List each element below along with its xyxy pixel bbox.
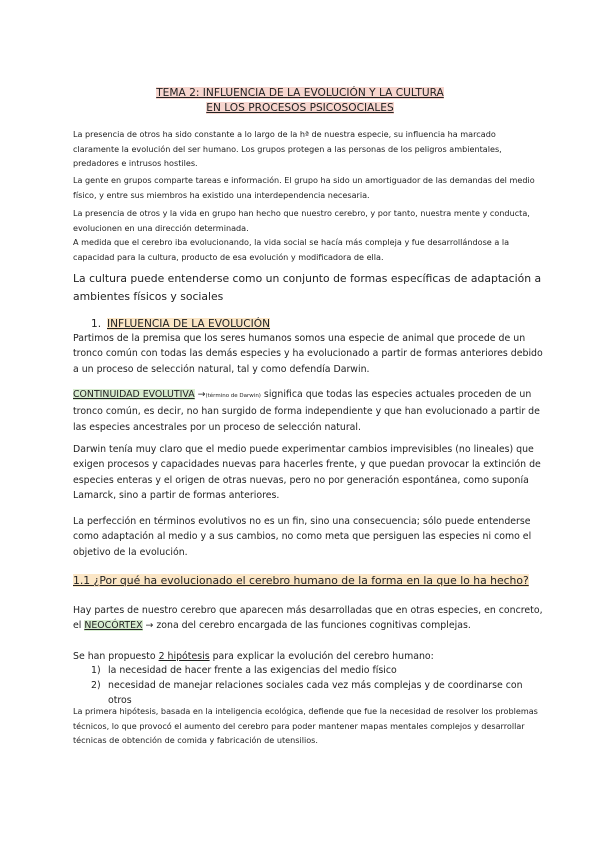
arrow-glyph: → xyxy=(197,389,206,400)
list-item-text: la necesidad de hacer frente a las exigencias del medio físico xyxy=(108,665,397,676)
culture-definition: La cultura puede entenderse como un conjunto de formas específicas de adaptación a ambientes físicos y sociales xyxy=(73,272,542,303)
subsection-paragraph-1 xyxy=(73,603,543,634)
subsection-paragraph-3: La primera hipótesis, basada en la inteligencia ecológica, defiende que fue la necesidad de resolver los problemas técnicos, lo que provocó el aumento del cerebro para poder mantener mapas mentales complejos y desarrollar técnicas de obtención de comida y fabricación de utensilios. xyxy=(73,706,538,746)
section-1-paragraph-4: La perfección en términos evolutivos no es un fin, sino una consecuencia; sólo puede entenderse como adaptación al medio y a sus cambios, no como meta que persiguen las especies ni como el objetivo de la evolución. xyxy=(73,516,532,558)
hypotheses-link: 2 hipótesis xyxy=(158,651,210,662)
continuity-term: CONTINUIDAD EVOLUTIVA xyxy=(73,389,195,400)
continuity-text: significa que todas las especies actuales proceden de un tronco común, es decir, no han surgido de forma independiente y que han evolucionado a partir de las especies ancestrales por un proceso de selección natural. xyxy=(73,389,540,433)
section-1-number: 1. xyxy=(91,318,102,330)
section-1-paragraph-3: Darwin tenía muy claro que el medio puede experimentar cambios imprevisibles (no lineales) que exigen procesos y capacidades nuevas para hacerles frente, y que puedan provocar la extinción de especies enteras y el origen de otras nuevas, pero no por generación espontánea, como suponía Lamarck, sino a partir de formas anteriores. xyxy=(73,444,541,502)
neocortex-term: NEOCÓRTEX xyxy=(84,620,143,632)
hypotheses-list xyxy=(91,663,531,708)
intro-paragraph-2: La gente en grupos comparte tareas e información. El grupo ha sido un amortiguador de las demandas del medio físico, y entre sus miembros ha existido una interdependencia necesaria. xyxy=(73,175,535,200)
continuity-note: (término de Darwin) xyxy=(205,393,261,399)
subsection-1-1-heading xyxy=(73,572,543,590)
intro-paragraph-3a: La presencia de otros y la vida en grupo han hecho que nuestro cerebro, y por tanto, nuestra mente y conducta, evolucionen en una dirección determinada. xyxy=(73,208,530,233)
list-item-number: 1) xyxy=(91,665,101,676)
subsection-text-before: Hay partes de nuestro cerebro que aparecen más desarrolladas que en otras especies, en concreto, el xyxy=(73,605,543,632)
section-1-heading xyxy=(91,317,270,332)
subsection-text-after: zona del cerebro encargada de las funciones cognitivas complejas. xyxy=(153,620,471,632)
section-1-paragraph-2 xyxy=(73,387,543,435)
intro-paragraph-1: La presencia de otros ha sido constante a lo largo de la hª de nuestra especie, su influencia ha marcado claramente la evolución del ser humano. Los grupos protegen a las personas de los peligros ambientales, predadores e intrusos hostiles. xyxy=(73,129,502,169)
subsection-1-1-title: 1.1 ¿Por qué ha evolucionado el cerebro humano de la forma en la que lo ha hecho? xyxy=(73,574,529,587)
list-item-number: 2) xyxy=(91,680,101,691)
title-line-2: EN LOS PROCESOS PSICOSOCIALES xyxy=(206,102,394,114)
title-line-1: TEMA 2: INFLUENCIA DE LA EVOLUCIÓN Y LA CULTURA xyxy=(156,87,444,99)
hypotheses-after: para explicar la evolución del cerebro humano: xyxy=(209,651,434,662)
page-title xyxy=(0,86,600,116)
section-1-title: INFLUENCIA DE LA EVOLUCIÓN xyxy=(107,318,271,330)
list-item xyxy=(91,663,531,678)
intro-paragraph-3 xyxy=(73,206,535,264)
intro-paragraph-3b: A medida que el cerebro iba evolucionando, la vida social se hacía más compleja y fue desarrollándose a la capacidad para la cultura, producto de esa evolución y modificadora de ella. xyxy=(73,237,510,262)
arrow-glyph-2: → xyxy=(145,620,154,632)
list-item-text: necesidad de manejar relaciones sociales cada vez más complejas y de coordinarse con otros xyxy=(108,680,523,706)
section-1-paragraph-1: Partimos de la premisa que los seres humanos somos una especie de animal que procede de un tronco común con todas las demás especies y ha evolucionado a partir de formas anteriores debido a un proceso de selección natural, tal y como defendía Darwin. xyxy=(73,333,543,375)
hypotheses-before: Se han propuesto xyxy=(73,651,159,662)
